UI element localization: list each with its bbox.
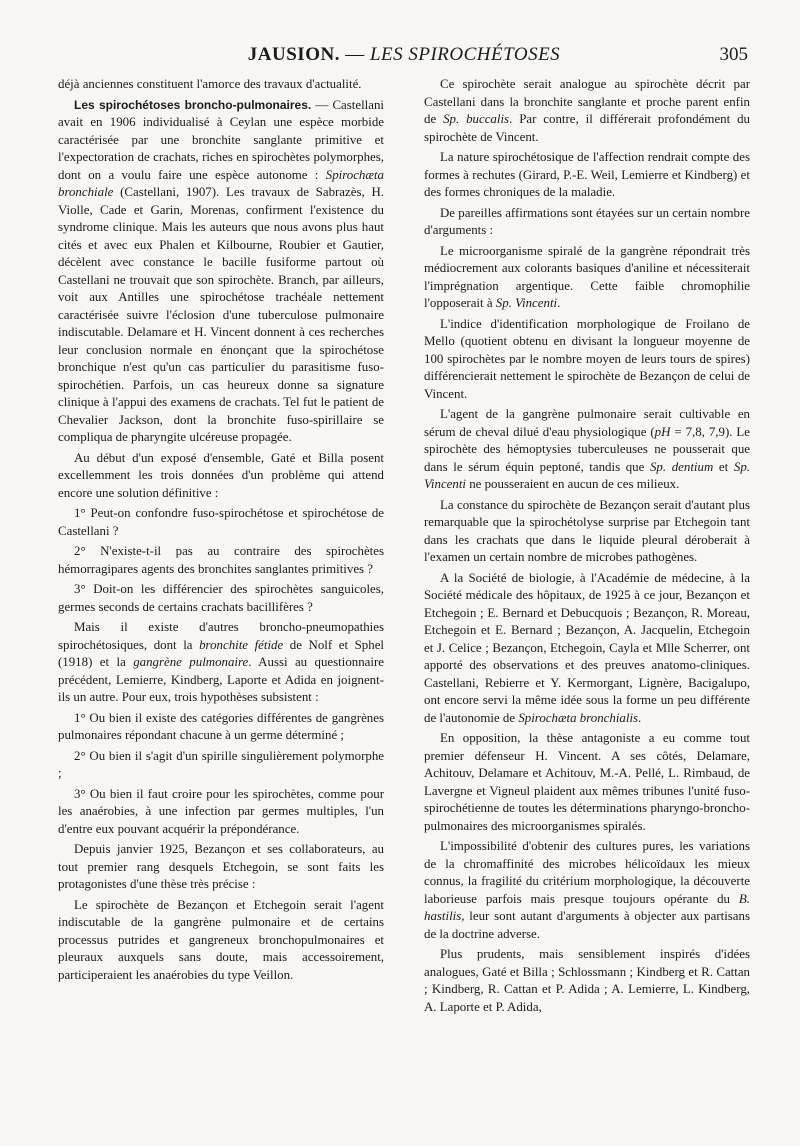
left-paragraph xyxy=(58,619,384,707)
left-paragraph xyxy=(58,450,384,503)
right-paragraph xyxy=(424,730,750,835)
paragraph-text: La nature spirochétosique de l'affection rendrait compte des formes à rechutes (Girard, P.-E. Weil, Lemierre et Kindberg) et des formes chroniques de la maladie. xyxy=(424,150,750,199)
left-paragraph xyxy=(58,581,384,616)
italic-term: pH xyxy=(654,424,671,439)
italic-term: gangrène pulmonaire xyxy=(133,655,249,669)
left-paragraph xyxy=(58,748,384,783)
paragraph-text: Plus prudents, mais sensiblement inspirés d'idées analogues, Gaté et Billa ; Schlossmann ; Kindberg et R. Cattan ; Kindberg, R. Cattan et P. Adida ; A. Lemierre, L. Kindberg, A. Laporte et P. Adida, xyxy=(424,947,750,1014)
left-paragraph xyxy=(58,897,384,985)
italic-term: Spirochæta bronchialis xyxy=(518,710,639,725)
paragraph-text: La constance du spirochète de Bezançon serait d'autant plus remarquable que la spirochétolyse surprise par Etchegoin tant dans les crachats que dans le liquide pleural déroberait à l'examen un certain nombre de microbes pathogènes. xyxy=(424,497,750,564)
left-paragraph xyxy=(58,710,384,745)
right-paragraph xyxy=(424,497,750,567)
running-header xyxy=(60,44,748,74)
left-paragraph xyxy=(58,76,384,94)
paragraph-text: de Nolf et Sphel (1918) et la xyxy=(58,637,384,669)
paragraph-text: L'impossibilité d'obtenir des cultures pures, les variations de la chromaffinité des microbes hélicoïdaux les mieux connus, la fragilité du critérium morphologique, la découverte laborieuse parfois mais presque toujours opérante du xyxy=(424,839,750,906)
paragraph-text: 2° N'existe-t-il pas au contraire des spirochètes hémorragipares agents des bronchites sanglantes primitives ? xyxy=(58,544,384,576)
left-paragraph xyxy=(58,786,384,839)
paragraph-text: (Castellani, 1907). Les travaux de Sabrazès, H. Violle, Cade et Garin, Morenas, confirment l'existence du syndrome clinique. Mais les auteurs que nous avons plus haut cités et avec eux Phalen et Kilbourne, Roubier et Gautier, décèlent avec constance le bacille fusiforme partout où Castellani ne trouvait que son spirochète. Branch, par ailleurs, voit aux Antilles une spirochétose trachéale nettement caractérisée suivre l'éclosion d'une tuberculose pulmonaire indiscutable. Delamare et H. Vincent donnent à ces recherches leur conclusion normale en énonçant que la spirochétose bronchique n'est qu'un cas particulier du parasitisme fuso-spirochétien. Parfois, un cas heureux donne sa signature clinique à l'appui des examens de crachats. Tel fut le patient de Chevalier Jackson, dont la bronchite fuso-spirillaire se compliqua de pharyngite ulcéreuse propagée. xyxy=(58,185,384,444)
italic-term: Sp. dentium xyxy=(649,459,714,474)
paragraph-text: L'agent de la gangrène pulmonaire serait cultivable en sérum de cheval dilué d'eau physiologique ( xyxy=(424,407,750,439)
section-heading: Les spirochétoses broncho-pulmonaires. xyxy=(74,97,312,112)
running-title xyxy=(60,44,748,66)
paragraph-text: Depuis janvier 1925, Bezançon et ses collaborateurs, au tout premier rang desquels Etchegoin, se sont faits les protagonistes d'une thèse très précise : xyxy=(58,842,384,891)
paragraph-text: Le microorganisme spiralé de la gangrène répondrait très médiocrement aux colorants basiques d'aniline et nécessiterait l'imprégnation argentique. Cette faible chromophilie l'opposerait à xyxy=(424,243,750,310)
left-column xyxy=(58,76,384,1126)
right-paragraph xyxy=(424,406,750,494)
italic-term: Sp. buccalis xyxy=(443,112,510,126)
header-running-title: LES SPIROCHÉTOSES xyxy=(369,44,561,65)
header-author: JAUSION. xyxy=(247,44,340,65)
right-paragraph xyxy=(424,946,750,1016)
paragraph-text: En opposition, la thèse antagoniste a eu comme tout premier défenseur H. Vincent. A ses côtés, Delamare, Achitouv, Delamare et Achitouv, M.-A. Pellé, L. Rimbaud, de Lavergne et Vigneul plaident aux mêmes tribunes l'unité fuso-spirochétienne de toutes les déterminations pharyngo-broncho-pulmonaires des microorganismes spiralés. xyxy=(424,731,750,833)
right-column xyxy=(424,76,750,1126)
body-columns xyxy=(58,76,750,1126)
paragraph-text: A la Société de biologie, à l'Académie de médecine, à la Société médicale des hôpitaux, de 1925 à ce jour, Bezançon et Etchegoin ; E. Bernard et Debucquois ; Bezançon, R. Moreau, Etchegoin et E. Bernard ; Bezançon, A. Jacquelin, Etchegoin et J. Celice ; Bezançon, Etchegoin, Cayla et Mlle Scherrer, ont apporté des observations et des preuves anatomo-cliniques. Castellani, Rebierre et Y. Kermorgant, Lignère, Bacigalupo, ont encore servi la même idée sous la forme un peu différente de l'autonomie de xyxy=(424,570,750,725)
left-paragraph xyxy=(58,97,384,447)
right-paragraph xyxy=(424,243,750,313)
right-paragraph xyxy=(424,838,750,943)
right-paragraph xyxy=(424,205,750,240)
paragraph-text: 2° Ou bien il s'agit d'un spirille singulièrement polymorphe ; xyxy=(58,748,384,780)
italic-term: Sp. Vincenti xyxy=(424,459,750,491)
right-paragraph xyxy=(424,316,750,404)
paragraph-text: et xyxy=(713,459,734,474)
paragraph-text: déjà anciennes constituent l'amorce des travaux d'actualité. xyxy=(58,77,362,91)
paragraph-text: Au début d'un exposé d'ensemble, Gaté et Billa posent excellemment les trois données d'un problème qui attend encore une solution définitive : xyxy=(58,450,384,500)
paragraph-text: 3° Ou bien il faut croire pour les spirochètes, comme pour les anaérobies, à une infection par germes multiples, l'un d'entre eux pouvant acquérir la prépondérance. xyxy=(58,786,384,836)
paragraph-text: . Par contre, il différerait profondément du spirochète de Vincent. xyxy=(424,112,751,144)
italic-term: Spirochæta bronchiale xyxy=(58,167,384,199)
paragraph-text: , leur sont autant d'arguments à objecter aux partisans de la doctrine adverse. xyxy=(424,909,750,941)
left-paragraph xyxy=(58,543,384,578)
paragraph-text: = 7,8, 7,9). Le spirochète des hémoptysies tuberculeuses ne pousserait que dans le sérum équin peptoné, tandis que xyxy=(424,424,750,474)
paragraph-text: . xyxy=(638,710,642,725)
italic-term: B. hastilis xyxy=(424,891,750,923)
paragraph-text: Ce spirochète serait analogue au spirochète décrit par Castellani dans la bronchite sanglante et proche parent enfin de xyxy=(424,77,750,126)
italic-term: Sp. Vincenti xyxy=(495,296,558,310)
page-number: 305 xyxy=(719,44,748,65)
paragraph-text: ne pousseraient en aucun de ces milieux. xyxy=(466,477,680,491)
paragraph-text: 1° Ou bien il existe des catégories différentes de gangrènes pulmonaires répondant chacune à un germe déterminé ; xyxy=(58,710,384,742)
left-paragraph xyxy=(58,841,384,894)
paragraph-text: Mais il existe d'autres broncho-pneumopathies spirochétosiques, dont la xyxy=(58,620,384,652)
paragraph-text: 3° Doit-on les différencier des spirochètes sanguicoles, germes seconds de certains crachats bacillifères ? xyxy=(58,582,384,614)
right-paragraph xyxy=(424,76,750,146)
paragraph-text: . xyxy=(557,296,561,310)
right-paragraph xyxy=(424,149,750,202)
paragraph-text: L'indice d'identification morphologique de Froilano de Mello (quotient obtenu en divisant la longueur moyenne de 100 spirochètes par le nombre moyen de leurs tours de spires) différencierait nettement le spirochète de Bezançon de celui de Vincent. xyxy=(424,316,750,401)
header-dash: — xyxy=(339,44,370,65)
paragraph-text: . Aussi au questionnaire précédent, Lemierre, Kindberg, Laporte et Adida en joignent-ils un autre. Pour eux, trois hypothèses subsistent : xyxy=(58,655,384,704)
italic-term: bronchite fétide xyxy=(199,637,284,652)
paragraph-text: 1° Peut-on confondre fuso-spirochétose et spirochétose de Castellani ? xyxy=(58,506,384,538)
left-paragraph xyxy=(58,505,384,540)
paragraph-text: Le spirochète de Bezançon et Etchegoin serait l'agent indiscutable de la gangrène pulmonaire et de certains processus putrides et gangreneux bronchopulmonaires et pleuraux auxquels sans doute, mais accessoirement, participeraient les anaérobies du type Veillon. xyxy=(58,897,384,982)
paragraph-text: De pareilles affirmations sont étayées sur un certain nombre d'arguments : xyxy=(424,205,750,237)
right-paragraph xyxy=(424,570,750,728)
paragraph-text: — Castellani avait en 1906 individualisé à Ceylan une espèce morbide caractérisée par une bronchite sanglante primitive et l'expectoration de crachats, riches en spirochètes polymorphes, dont on a voulu faire une espèce autonome : xyxy=(58,97,384,182)
